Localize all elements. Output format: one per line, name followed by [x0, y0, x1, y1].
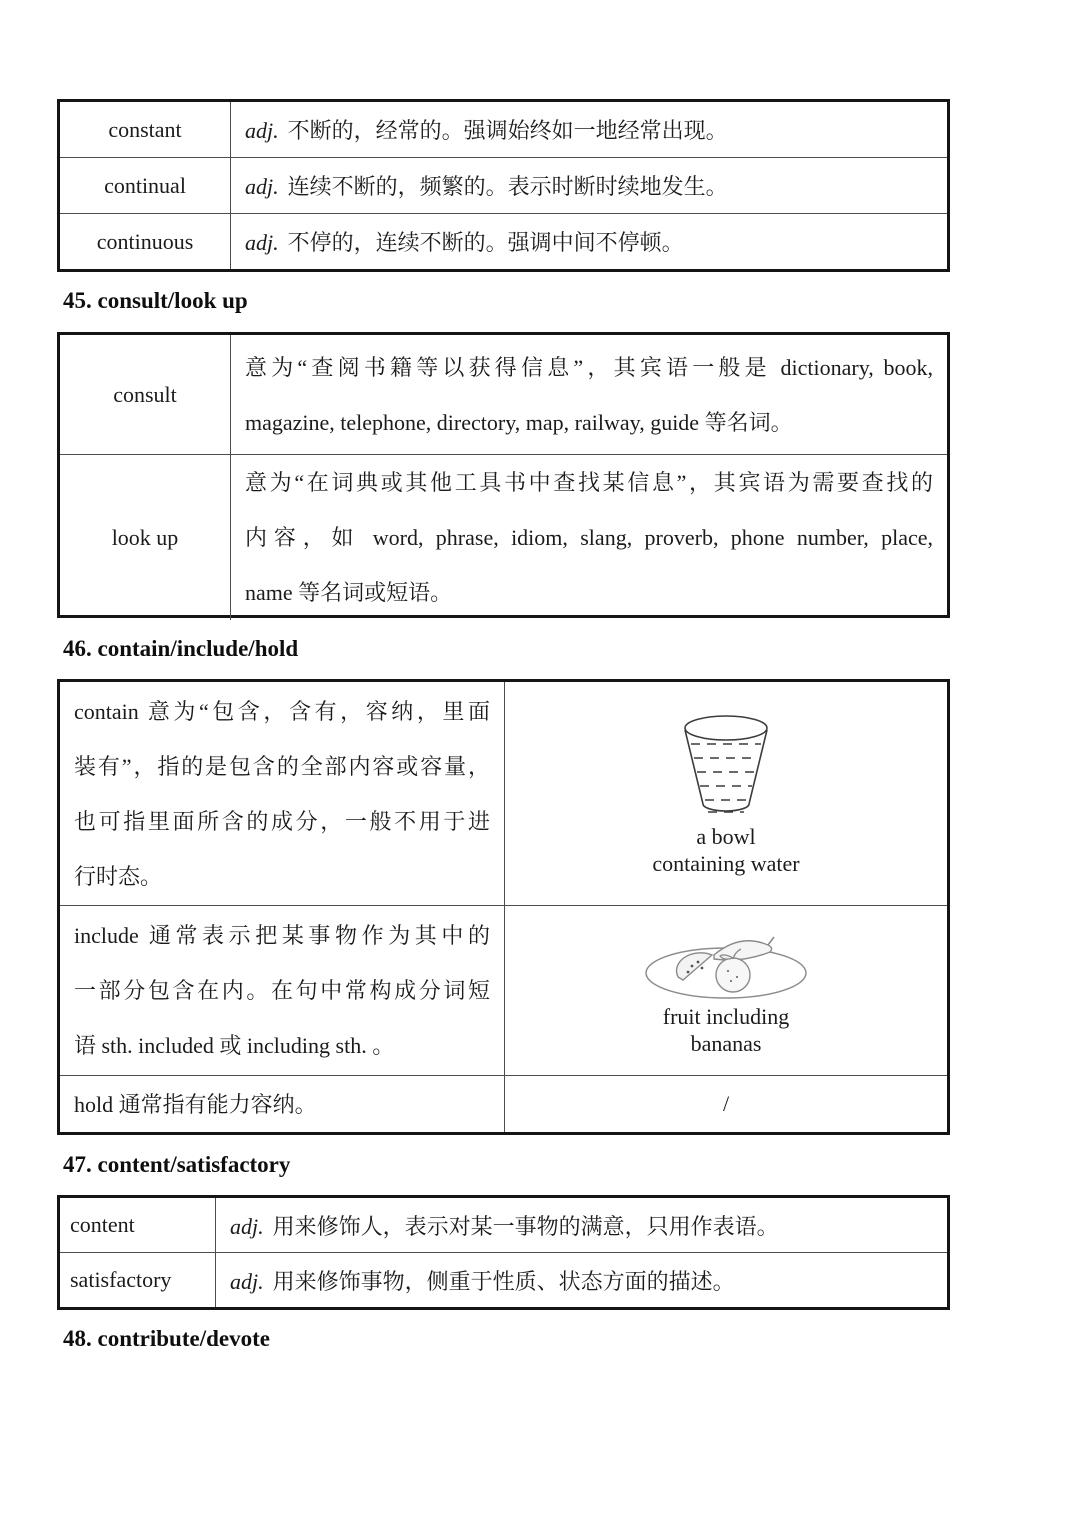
- definition-line: 行时态。: [74, 863, 163, 889]
- definition-line: 内容，如 word, phrase, idiom, slang, proverb, phone number, place,: [245, 525, 933, 550]
- definition-line: magazine, telephone, directory, map, railway, guide 等名词。: [245, 409, 793, 435]
- part-of-speech: adj.: [245, 118, 279, 143]
- term-label: satisfactory: [70, 1267, 172, 1292]
- definition-line: name 等名词或短语。: [245, 580, 453, 605]
- fruit-plate-illustration: [636, 925, 816, 1003]
- part-of-speech: adj.: [230, 1268, 264, 1294]
- table-row: [60, 905, 947, 1075]
- bowl-of-water-illustration: [665, 711, 787, 823]
- caption-line: a bowl: [696, 823, 756, 849]
- definition-cell: [231, 335, 947, 454]
- term-label: content: [70, 1212, 135, 1237]
- definition-line: 意为“查阅书籍等以获得信息”，其宾语一般是 dictionary, book,: [245, 354, 933, 380]
- table-constant-continual-continuous: [57, 99, 950, 272]
- definition-cell: [231, 158, 947, 213]
- term-cell: [60, 1253, 216, 1307]
- term-cell: [60, 1198, 216, 1252]
- definition-cell: [216, 1198, 947, 1252]
- definition-cell: [60, 1076, 505, 1132]
- section-heading-47: 47. content/satisfactory: [63, 1152, 291, 1177]
- definition-line: 装有”，指的是包含的全部内容或容量，: [74, 753, 490, 779]
- definition-cell: [60, 682, 505, 905]
- definition-cell: [216, 1253, 947, 1307]
- term-label: continual: [104, 172, 186, 198]
- table-row: [60, 102, 947, 157]
- definition-line: include 通常表示把某事物作为其中的: [74, 923, 490, 948]
- term-cell: [60, 455, 231, 620]
- table-content-satisfactory: [57, 1195, 950, 1310]
- term-cell: [60, 335, 231, 454]
- term-cell: [60, 214, 231, 269]
- term-label: continuous: [96, 228, 194, 254]
- definition-line: 语 sth. included 或 including sth. 。: [74, 1033, 395, 1058]
- definition-cell: [231, 102, 947, 157]
- term-cell: [60, 158, 231, 213]
- definition-text: 不断的，经常的。强调始终如一地经常出现。: [287, 118, 728, 143]
- section-heading-46: 46. contain/include/hold: [63, 636, 299, 661]
- table-row: [60, 335, 947, 454]
- table-row: [60, 454, 947, 620]
- illustration-cell: [505, 906, 947, 1075]
- definition-text: 连续不断的，频繁的。表示时断时续地发生。: [287, 174, 728, 199]
- slash-placeholder: /: [722, 1091, 730, 1116]
- table-row: [60, 1198, 947, 1252]
- definition-line: contain 意为“包含，含有，容纳，里面: [74, 698, 490, 724]
- definition-text: 用来修饰人，表示对某一事物的满意，只用作表语。: [272, 1213, 779, 1239]
- part-of-speech: adj.: [245, 230, 279, 255]
- illustration-caption: [663, 1003, 789, 1057]
- table-row: [60, 1075, 947, 1132]
- empty-slash-cell: [505, 1076, 947, 1132]
- illustration-cell: [505, 682, 947, 905]
- table-row: [60, 157, 947, 213]
- definition-text: 不停的，连续不断的。强调中间不停顿。: [287, 230, 684, 255]
- term-label: consult: [113, 381, 177, 407]
- definition-cell: [60, 906, 505, 1075]
- term-label: look up: [111, 524, 179, 550]
- table-row: [60, 213, 947, 269]
- term-label: constant: [108, 116, 182, 142]
- definition-line: 一部分包含在内。在句中常构成分词短: [74, 978, 490, 1003]
- table-consult-lookup: [57, 332, 950, 618]
- part-of-speech: adj.: [245, 174, 279, 199]
- illustration-caption: [652, 823, 799, 877]
- caption-line: fruit including: [662, 1003, 790, 1029]
- section-heading-45: 45. consult/look up: [63, 288, 248, 313]
- section-heading-48: 48. contribute/devote: [63, 1326, 270, 1351]
- table-row: [60, 1252, 947, 1307]
- definition-text: 用来修饰事物，侧重于性质、状态方面的描述。: [272, 1268, 735, 1294]
- table-row: [60, 682, 947, 905]
- table-contain-include-hold: [57, 679, 950, 1135]
- definition-cell: [231, 455, 947, 620]
- definition-line: 也可指里面所含的成分，一般不用于进: [74, 808, 490, 834]
- part-of-speech: adj.: [230, 1213, 264, 1239]
- definition-line: 意为“在词典或其他工具书中查找某信息”，其宾语为需要查找的: [245, 470, 933, 495]
- definition-line: hold 通常指有能力容纳。: [74, 1091, 317, 1117]
- term-cell: [60, 102, 231, 157]
- definition-cell: [231, 214, 947, 269]
- caption-line: bananas: [690, 1030, 762, 1056]
- caption-line: containing water: [652, 850, 800, 876]
